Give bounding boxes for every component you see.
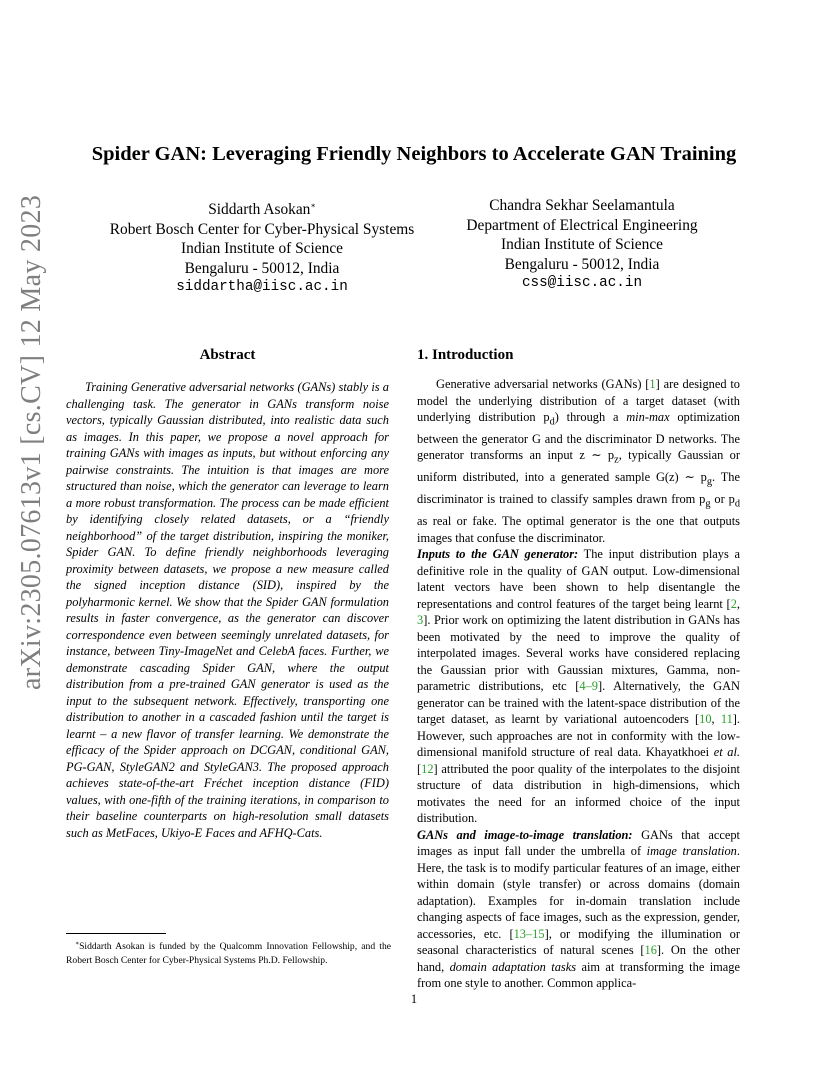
citation-link[interactable]: 13–15 (513, 926, 545, 941)
author-institute: Indian Institute of Science (501, 236, 663, 253)
abstract-body: Training Generative adversarial networks (GANs) stably is a challenging task. The generator in GANs transform noise vectors, typically Gaussian distributed, into realistic data such as images. In this paper, we propose a novel approach for training GANs with images as inputs, but without enforcing any pairwise constraints. The intuition is that images are more structured than noise, which the generator can leverage to learn a more robust transformation. The process can be made efficient by identifying closely related datasets, or a “friendly neighborhood” of the target distribution, inspiring the moniker, Spider GAN. To define friendly neighborhoods leveraging proximity between datasets, we propose a new measure called the signed inception distance (SID), inspired by the polyharmonic kernel. We show that the Spider GAN formulation results in faster convergence, as the generator can discover correspondence even between seemingly unrelated datasets, for instance, between Tiny-ImageNet and CelebA faces. Further, we demonstrate cascading Spider GAN, where the output distribution from a pre-trained GAN generator is used as the input to the subsequent network. Effectively, transporting one distribution to another in a cascaded fashion until the target is learnt – a new flavor of transfer learning. We demonstrate the efficacy of the Spider approach on DCGAN, conditional GAN, PG-GAN, StyleGAN2 and StyleGAN3. The proposed approach achieves state-of-the-art Fréchet inception distance (FID) values, with one-fifth of the training iterations, in comparison to their baseline counterparts on high-resolution small datasets such as MetFaces, Ukiyo-E Faces and AFHQ-Cats. (66, 380, 389, 840)
citation-link[interactable]: 2 (730, 596, 737, 611)
introduction-body (417, 376, 740, 992)
intro-paragraph-2: Inputs to the GAN generator: The input distribution plays a definitive role in the quality of GAN output. Low-dimensional latent vectors have been shown to help disentangle the representations and control features of the target being learnt [2, 3]. Prior work on optimizing the latent distribution in GANs has been motivated by the need to improve the quality of interpolated images. Several works have considered replacing the Gaussian prior with Gaussian mixtures, Gamma, non-parametric distributions, etc [4–9]. Alternatively, the GAN generator can be trained with the latent-space distribution of the target dataset, as learnt by variational autoencoders [10, 11]. However, such approaches are not in conformity with the low-dimensional manifold structure of real data. Khayatkhoei et al. [12] attributed the poor quality of the interpolates to the disjoint structure of data distribution in high-dimensions, which motivates the need for an informed choice of the input distribution. (417, 547, 740, 826)
citation-link[interactable]: 10 (699, 712, 712, 727)
author-name: Chandra Sekhar Seelamantula (489, 197, 675, 214)
author-name: Siddarth Asokan∗ (208, 201, 316, 218)
author-location: Bengaluru - 50012, India (184, 259, 340, 277)
author-affiliation: Robert Bosch Center for Cyber-Physical Systems (109, 220, 415, 238)
footnote-rule (66, 933, 166, 934)
author-email: css@iisc.ac.in (521, 275, 643, 291)
author-institute: Indian Institute of Science (181, 240, 343, 257)
arxiv-stamp: arXiv:2305.07613v1 [cs.CV] 12 May 2023 (16, 194, 47, 690)
citation-link[interactable]: 4–9 (579, 679, 598, 694)
citation-link[interactable]: 11 (720, 712, 733, 727)
paper-title: Spider GAN: Leveraging Friendly Neighbors to Accelerate GAN Training (91, 143, 737, 165)
author-block-2 (446, 196, 718, 294)
author-block-1 (84, 196, 440, 298)
author-affiliation: Department of Electrical Engineering (466, 216, 698, 234)
intro-paragraph-3: GANs and image-to-image translation: GANs that accept images as input fall under the umbrella of image translation. Here, the task is to modify particular features of an image, either within domain (style transfer) or across domains (domain adaptation). Examples for in-domain translation include changing aspects of face images, such as the expression, gender, accessories, etc. [13–15], or modifying the illumination or seasonal characteristics of natural scenes [16]. On the other hand, domain adaptation tasks aim at transforming the image from one style to another. Common applica- (417, 827, 741, 991)
paragraph-runin-heading: Inputs to the GAN generator: (417, 547, 579, 562)
author-email: siddartha@iisc.ac.in (176, 279, 348, 295)
abstract-heading: Abstract (199, 347, 256, 363)
intro-paragraph-1: Generative adversarial networks (GANs) [1] are designed to model the underlying distribution of a target dataset (with underlying distribution $p_d$) through a min-max optimization between the generator G and the discriminator D networks. The generator transforms an input z ∼ $p_z$, typically Gaussian or uniform distributed, into a generated sample G(z) ∼ $p_g$. The discriminator is trained to classify samples drawn from $p_g$ or $p_d$ as real or fake. The optimal generator is the one that outputs images that confuse the discriminator. (417, 377, 740, 545)
citation-link[interactable]: 1 (649, 377, 656, 391)
footnote: ∗Siddarth Asokan is funded by the Qualcomm Innovation Fellowship, and the Robert Bosch Center for Cyber-Physical Systems Ph.D. Fellowship. (66, 941, 391, 966)
introduction-heading: 1. Introduction (417, 347, 514, 363)
page-number: 1 (410, 992, 418, 1006)
paragraph-runin-heading: GANs and image-to-image translation: (417, 827, 633, 842)
citation-link[interactable]: 12 (421, 761, 434, 776)
citation-link[interactable]: 16 (644, 943, 657, 958)
citation-link[interactable]: 3 (417, 613, 424, 628)
footnote-mark: ∗ (310, 201, 316, 210)
author-location: Bengaluru - 50012, India (504, 255, 660, 273)
